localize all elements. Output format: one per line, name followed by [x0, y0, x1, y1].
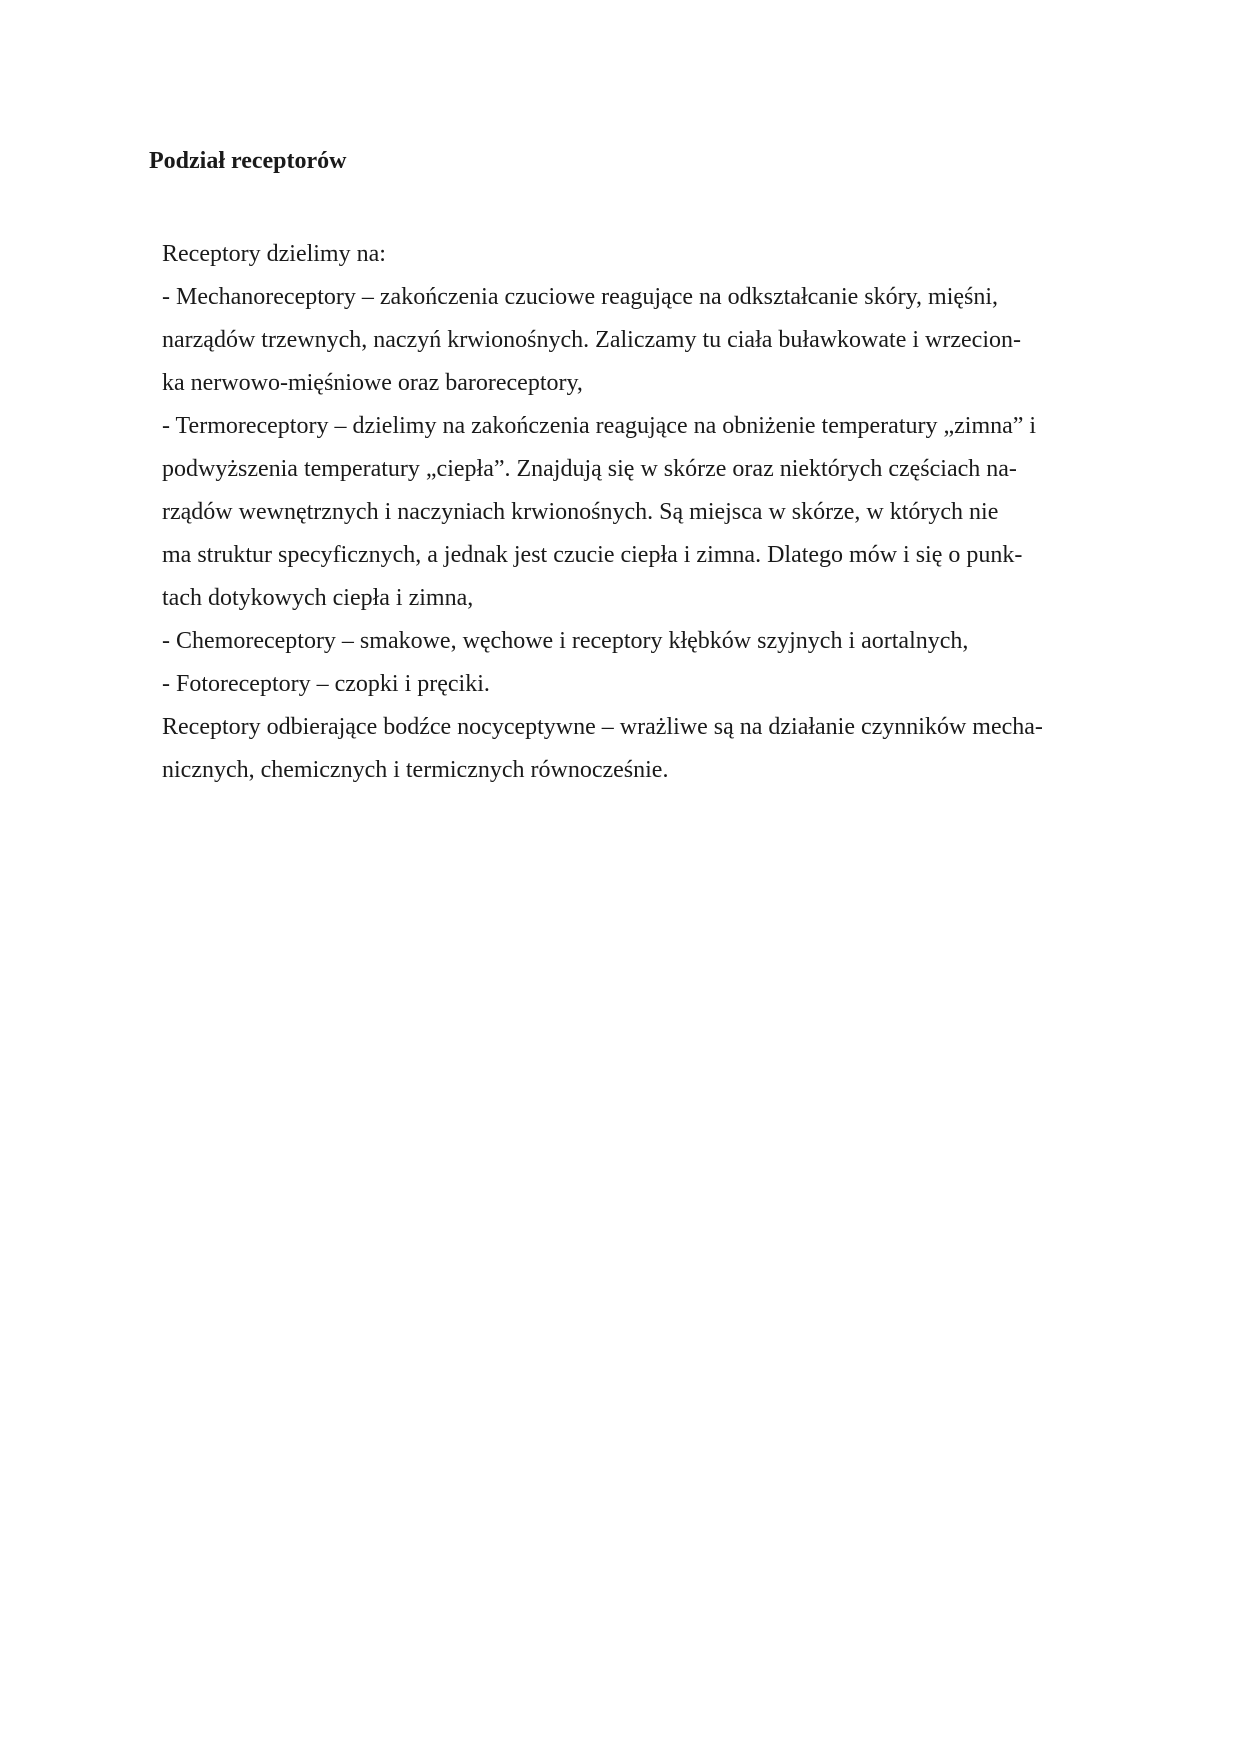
body-line: tach dotykowych ciepła i zimna, — [162, 585, 474, 611]
body-line-photoreceptors: - Fotoreceptory – czopki i pręciki. — [162, 671, 490, 697]
body-line: ma struktur specyficznych, a jednak jest czucie ciepła i zimna. Dlatego mów i się o punk- — [162, 542, 1023, 568]
body-line: nicznych, chemicznych i termicznych równocześnie. — [162, 757, 669, 783]
document-title: Podział receptorów — [149, 148, 347, 174]
body-line-nociceptors: Receptory odbierające bodźce nocyceptywne – wrażliwe są na działanie czynników mecha- — [162, 714, 1043, 740]
body-line-mechanoreceptors: - Mechanoreceptory – zakończenia czuciowe reagujące na odkształcanie skóry, mięśni, — [162, 284, 999, 310]
body-line: podwyższenia temperatury „ciepła”. Znajdują się w skórze oraz niektórych częściach na- — [162, 456, 1017, 482]
body-line-thermoreceptors: - Termoreceptory – dzielimy na zakończenia reagujące na obniżenie temperatury „zimna” i — [162, 413, 1037, 439]
body-line-intro: Receptory dzielimy na: — [162, 241, 386, 267]
body-line: rządów wewnętrznych i naczyniach krwionośnych. Są miejsca w skórze, w których nie — [162, 499, 999, 525]
body-line: narządów trzewnych, naczyń krwionośnych. Zaliczamy tu ciała buławkowate i wrzecion- — [162, 327, 1021, 353]
body-line-chemoreceptors: - Chemoreceptory – smakowe, węchowe i receptory kłębków szyjnych i aortalnych, — [162, 628, 969, 654]
body-line: ka nerwowo-mięśniowe oraz baroreceptory, — [162, 370, 583, 396]
document-body — [162, 233, 1092, 792]
